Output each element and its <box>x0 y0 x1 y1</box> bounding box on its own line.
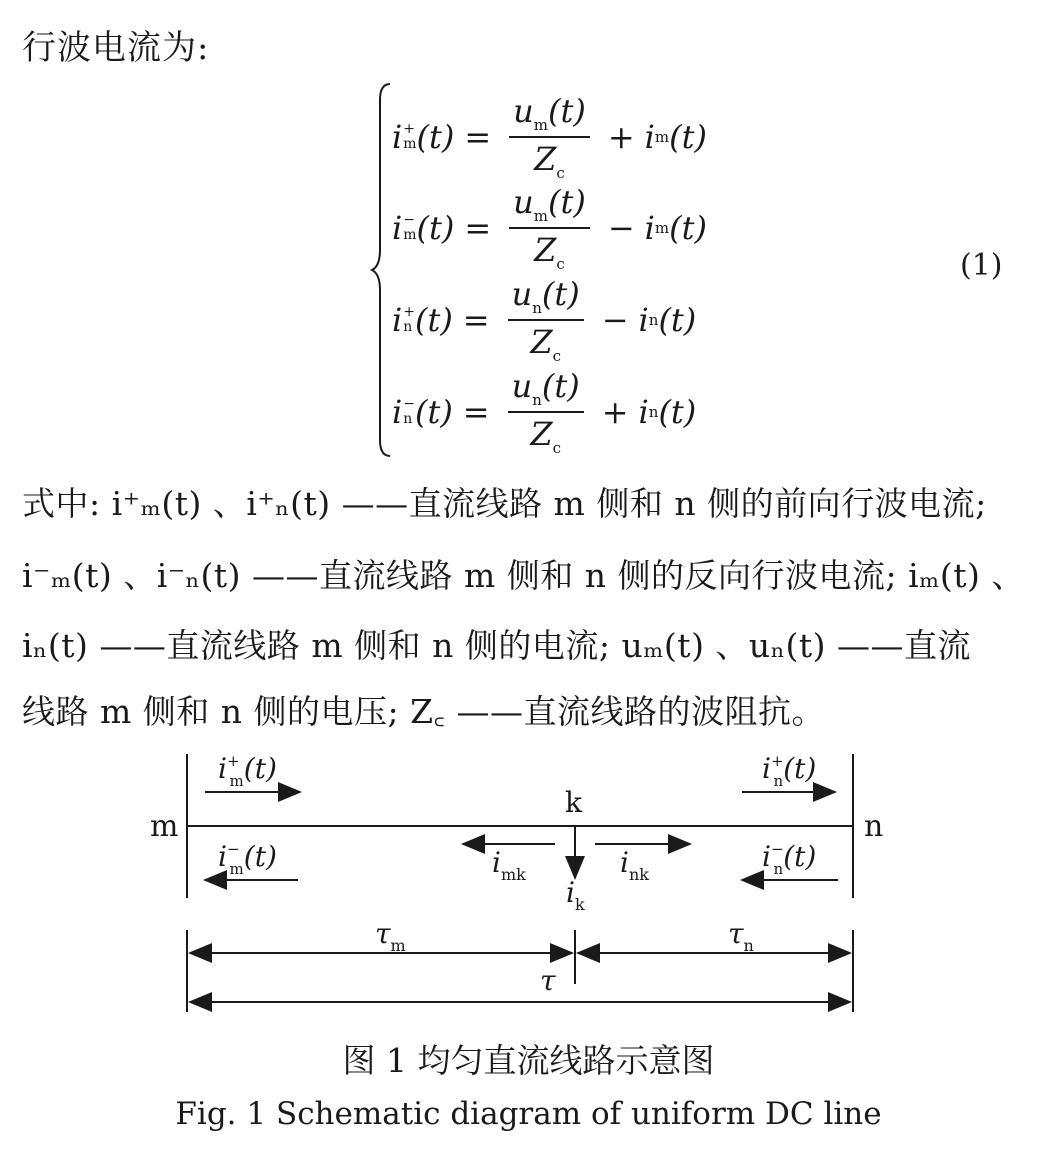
equals-sign: = <box>462 301 490 339</box>
node-label-m: m <box>150 809 179 844</box>
rhs-sub: m <box>654 128 670 146</box>
equation-line <box>392 183 707 273</box>
lhs-supsub: + m <box>403 121 417 152</box>
rhs-var: i <box>638 393 649 431</box>
rhs-arg: (t) <box>658 301 697 339</box>
fraction: $\frac{u_n(t)}{Z_c}$ <box>508 275 584 365</box>
figure-caption-en: Fig. 1 Schematic diagram of uniform DC line <box>175 1096 882 1132</box>
label-tau-n: $\tau_n$ <box>728 917 754 955</box>
rhs-sub: m <box>654 219 670 237</box>
explanation-line-1: 式中: i⁺ₘ(t) 、i⁺ₙ(t) ——直流线路 m 侧和 n 侧的前向行波电流; <box>22 484 987 523</box>
label-i-m-bwd: i− m(t) <box>218 840 277 878</box>
explanation-line-4: 线路 m 侧和 n 侧的电压; Z꜀ ——直流线路的波阻抗。 <box>22 692 825 731</box>
equals-sign: = <box>462 393 490 431</box>
lhs-var: i <box>392 301 403 339</box>
lhs-arg: (t) <box>416 118 455 156</box>
figure-caption-cn: 图 1 均匀直流线路示意图 <box>342 1041 715 1080</box>
label-i-n-fwd: i+ n(t) <box>762 752 817 790</box>
equation-line <box>392 367 696 457</box>
intro-text: 行波电流为: <box>22 28 210 68</box>
lhs-supsub: + n <box>403 304 415 335</box>
dc-line-diagram <box>0 740 1057 1030</box>
label-i-nk: $i_{nk}$ <box>620 846 649 884</box>
rhs-arg: (t) <box>669 209 707 247</box>
rhs-arg: (t) <box>658 393 697 431</box>
label-i-m-fwd: i+ m(t) <box>218 752 277 790</box>
lhs-supsub: − m <box>403 212 417 243</box>
fraction: $\frac{u_m(t)}{Z_c}$ <box>509 183 590 273</box>
label-i-n-bwd: i− n(t) <box>762 840 817 878</box>
node-label-n: n <box>864 809 884 844</box>
equals-sign: = <box>464 209 492 247</box>
rhs-arg: (t) <box>669 118 707 156</box>
rhs-var: i <box>644 209 655 247</box>
rhs-var: i <box>638 301 649 339</box>
explanation-line-2: i⁻ₘ(t) 、i⁻ₙ(t) ——直流线路 m 侧和 n 侧的反向行波电流; iₘ(t) 、 <box>22 556 1025 595</box>
rhs-var: i <box>644 118 655 156</box>
label-tau: τ <box>540 964 556 997</box>
equals-sign: = <box>464 118 492 156</box>
label-i-mk: $i_{mk}$ <box>492 846 526 884</box>
node-label-k: k <box>565 786 582 819</box>
equation-number: (1) <box>960 248 1003 283</box>
operator: − <box>607 209 635 247</box>
lhs-arg: (t) <box>416 209 455 247</box>
lhs-supsub: − n <box>403 396 415 427</box>
rhs-sub: n <box>648 311 659 329</box>
explanation-line-3: iₙ(t) ——直流线路 m 侧和 n 侧的电流; uₘ(t) 、uₙ(t) ——直流 <box>22 626 971 665</box>
lhs-var: i <box>392 118 403 156</box>
lhs-var: i <box>392 209 403 247</box>
operator: − <box>601 301 629 339</box>
operator: + <box>607 118 635 156</box>
lhs-arg: (t) <box>414 301 453 339</box>
lhs-var: i <box>392 393 403 431</box>
operator: + <box>601 393 629 431</box>
label-i-k: $i_k$ <box>566 876 585 914</box>
equation-line <box>392 92 707 182</box>
left-brace <box>370 80 394 460</box>
lhs-arg: (t) <box>414 393 453 431</box>
equation-line <box>392 275 696 365</box>
rhs-sub: n <box>648 403 659 421</box>
fraction: $\frac{u_m(t)}{Z_c}$ <box>509 92 590 182</box>
label-tau-m: $\tau_m$ <box>375 917 406 955</box>
fraction: $\frac{u_n(t)}{Z_c}$ <box>508 367 584 457</box>
